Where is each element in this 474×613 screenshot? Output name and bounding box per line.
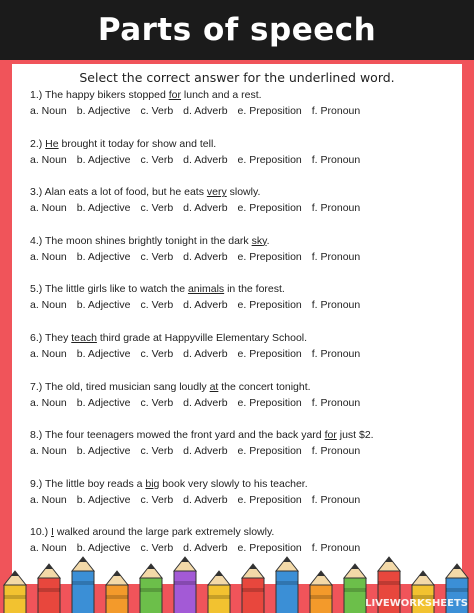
answer-option[interactable]: f. Pronoun (311, 299, 361, 312)
answer-option[interactable]: e. Preposition (237, 348, 302, 360)
answer-option[interactable]: c. Verb (140, 250, 174, 263)
answer-option[interactable]: a. Noun (30, 153, 67, 166)
answer-option[interactable]: d. Adverb (183, 396, 228, 409)
underlined-word: He (45, 137, 59, 150)
answer-option[interactable]: f. Pronoun (311, 396, 361, 409)
answer-options (30, 298, 460, 312)
page-title: Parts of speech (97, 12, 377, 48)
question-5 (30, 282, 460, 312)
answer-option[interactable]: e. Preposition (237, 396, 302, 409)
answer-options (30, 493, 460, 507)
question-sentence (30, 88, 460, 102)
question-10 (30, 525, 460, 555)
answer-options (30, 444, 460, 458)
answer-option[interactable]: e. Preposition (237, 542, 302, 555)
question-9 (30, 477, 460, 507)
question-sentence (30, 428, 460, 442)
underlined-word: big (145, 477, 160, 490)
answer-option[interactable]: b. Adjective (76, 105, 131, 117)
question-sentence (30, 525, 460, 539)
question-sentence (30, 137, 460, 151)
answer-option[interactable]: d. Adverb (183, 348, 228, 360)
watermark: LIVEWORKSHEETS (365, 598, 468, 609)
sentence-start: 5.) The little girls like to watch the (30, 283, 188, 296)
answer-option[interactable]: b. Adjective (76, 396, 131, 409)
answer-option[interactable]: c. Verb (140, 493, 174, 506)
sentence-end: book very slowly to his teacher. (159, 477, 308, 490)
answer-option[interactable]: e. Preposition (237, 493, 302, 506)
sentence-start: 10.) (30, 526, 52, 539)
answer-option[interactable]: a. Noun (30, 493, 67, 506)
underlined-word: sky (251, 234, 267, 247)
answer-option[interactable]: b. Adjective (76, 153, 131, 166)
underlined-word: animals (187, 283, 225, 296)
answer-option[interactable]: f. Pronoun (311, 250, 361, 263)
answer-option[interactable]: a. Noun (30, 445, 67, 458)
answer-option[interactable]: b. Adjective (76, 250, 131, 263)
sentence-end: walked around the large park extremely slowly. (53, 526, 275, 539)
question-7 (30, 380, 460, 410)
answer-option[interactable]: d. Adverb (183, 105, 228, 117)
answer-option[interactable]: a. Noun (30, 396, 67, 409)
question-sentence (30, 282, 460, 296)
answer-option[interactable]: e. Preposition (237, 445, 302, 458)
answer-option[interactable]: e. Preposition (237, 250, 302, 263)
answer-option[interactable]: c. Verb (140, 153, 174, 166)
question-sentence (30, 234, 460, 248)
answer-options (30, 153, 460, 167)
answer-option[interactable]: a. Noun (30, 250, 67, 263)
answer-option[interactable]: b. Adjective (76, 348, 131, 360)
sentence-start: 8.) The four teenagers mowed the front yard and the back yard (30, 429, 325, 442)
answer-option[interactable]: d. Adverb (183, 250, 228, 263)
underlined-word: very (206, 186, 227, 199)
sentence-end: slowly. (226, 186, 261, 199)
sentence-start: 4.) The moon shines brightly tonight in the dark (30, 234, 252, 247)
answer-options (30, 201, 460, 215)
answer-option[interactable]: f. Pronoun (311, 105, 361, 117)
question-sentence (30, 380, 460, 394)
underlined-word: for (168, 89, 181, 101)
sentence-end: just $2. (336, 429, 374, 442)
sentence-end: third grade at Happyville Elementary School. (96, 332, 308, 344)
answer-option[interactable]: c. Verb (140, 202, 174, 215)
question-6 (30, 331, 460, 361)
answer-option[interactable]: d. Adverb (183, 202, 228, 215)
question-sentence (30, 331, 460, 345)
answer-option[interactable]: a. Noun (30, 542, 67, 555)
answer-option[interactable]: c. Verb (140, 348, 174, 360)
sentence-start: 3.) Alan eats a lot of food, but he eats (30, 186, 207, 199)
pencil-icon (208, 571, 230, 613)
answer-option[interactable]: a. Noun (30, 348, 67, 360)
worksheet (12, 64, 462, 584)
question-2 (30, 137, 460, 167)
pencil-icon (4, 571, 26, 613)
answer-option[interactable]: d. Adverb (183, 542, 228, 555)
answer-options (30, 250, 460, 264)
underlined-word: I (51, 526, 54, 539)
sentence-end: lunch and a rest. (181, 89, 262, 101)
sentence-start: 1.) The happy bikers stopped (30, 89, 169, 101)
answer-option[interactable]: e. Preposition (237, 105, 302, 117)
answer-option[interactable]: e. Preposition (237, 299, 302, 312)
answer-option[interactable]: c. Verb (140, 445, 174, 458)
sentence-start: 6.) They (30, 332, 72, 344)
pencil-icon (242, 564, 264, 613)
underlined-word: for (324, 429, 337, 442)
pencil-icon (174, 557, 196, 613)
answer-option[interactable]: c. Verb (140, 396, 174, 409)
question-sentence (30, 185, 460, 199)
answer-option[interactable]: a. Noun (30, 105, 67, 117)
answer-options (30, 347, 460, 361)
title-bar (0, 0, 474, 60)
question-sentence (30, 477, 460, 491)
pencil-icon (72, 557, 94, 613)
answer-option[interactable]: b. Adjective (76, 542, 131, 555)
answer-option[interactable]: f. Pronoun (311, 493, 361, 506)
answer-option[interactable]: c. Verb (140, 542, 174, 555)
answer-option[interactable]: d. Adverb (183, 153, 228, 166)
instruction: Select the correct answer for the underlined word. (79, 70, 395, 85)
answer-option[interactable]: a. Noun (30, 299, 67, 312)
answer-option[interactable]: d. Adverb (183, 299, 228, 312)
sentence-start: 9.) The little boy reads a (30, 477, 146, 490)
answer-options (30, 396, 460, 410)
pencil-icon (140, 564, 162, 613)
answer-option[interactable]: f. Pronoun (311, 202, 361, 215)
answer-option[interactable]: b. Adjective (76, 493, 131, 506)
answer-options (30, 104, 460, 118)
pencil-icon (276, 557, 298, 613)
sentence-end: brought it today for show and tell. (58, 137, 217, 150)
underlined-word: at (209, 380, 219, 393)
answer-option[interactable]: c. Verb (140, 105, 174, 117)
sentence-start: 7.) The old, tired musician sang loudly (30, 380, 210, 393)
answer-option[interactable]: b. Adjective (76, 202, 131, 215)
pencil-icon (344, 564, 366, 613)
sentence-end: the concert tonight. (218, 380, 311, 393)
answer-option[interactable]: b. Adjective (76, 445, 131, 458)
question-8 (30, 428, 460, 458)
answer-option[interactable]: b. Adjective (76, 299, 131, 312)
question-3 (30, 185, 460, 215)
answer-option[interactable]: e. Preposition (237, 153, 302, 166)
answer-option[interactable]: f. Pronoun (311, 153, 361, 166)
answer-option[interactable]: c. Verb (140, 299, 174, 312)
pencil-icon (38, 564, 60, 613)
answer-option[interactable]: f. Pronoun (311, 445, 361, 458)
question-1 (30, 88, 460, 118)
answer-option[interactable]: d. Adverb (183, 445, 228, 458)
sentence-end: in the forest. (224, 283, 285, 296)
answer-option[interactable]: f. Pronoun (311, 348, 361, 360)
answer-option[interactable]: a. Noun (30, 202, 67, 215)
question-4 (30, 234, 460, 264)
sentence-end: . (266, 234, 270, 247)
answer-option[interactable]: f. Pronoun (311, 542, 361, 555)
answer-option[interactable]: d. Adverb (183, 493, 228, 506)
underlined-word: teach (71, 332, 97, 344)
pencil-icon (106, 571, 128, 613)
sentence-start: 2.) (30, 137, 46, 150)
answer-option[interactable]: e. Preposition (237, 202, 302, 215)
pencil-icon (310, 571, 332, 613)
